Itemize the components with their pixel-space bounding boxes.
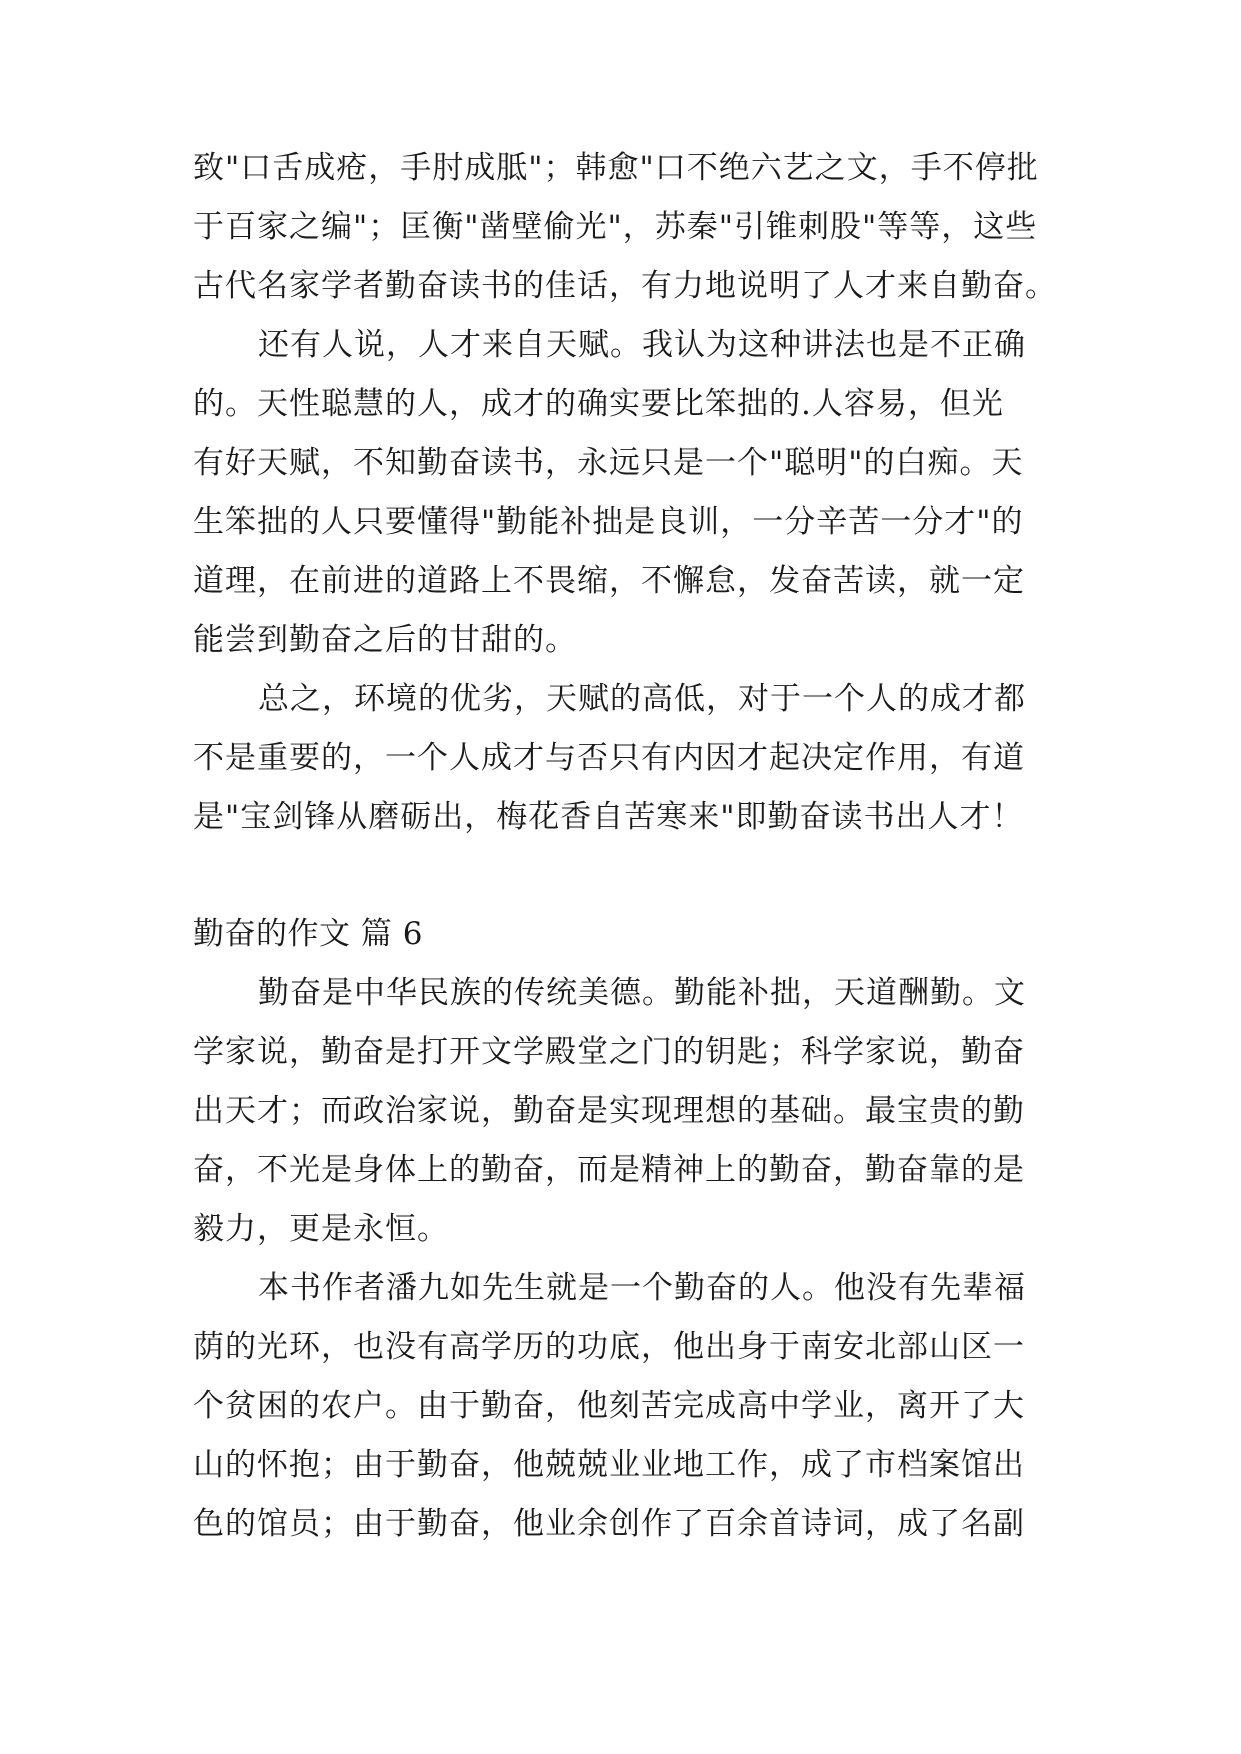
- paragraph-line: 生笨拙的人只要懂得"勤能补拙是良训，一分辛苦一分才"的: [193, 504, 1024, 540]
- section-heading: 勤奋的作文 篇 6: [193, 916, 423, 952]
- paragraph-line: 出天才；而政治家说，勤奋是实现理想的基础。最宝贵的勤: [193, 1093, 1025, 1129]
- paragraph-line: 奋，不光是身体上的勤奋，而是精神上的勤奋，勤奋靠的是: [193, 1152, 1025, 1188]
- paragraph-line: 色的馆员；由于勤奋，他业余创作了百余首诗词，成了名副: [193, 1506, 1025, 1542]
- paragraph-first-line: 总之，环境的优劣，天赋的高低，对于一个人的成才都: [258, 681, 1026, 717]
- paragraph-line: 不是重要的，一个人成才与否只有内因才起决定作用，有道: [193, 740, 1025, 776]
- paragraph-line: 致"口舌成疮，手肘成胝"；韩愈"口不绝六艺之文，手不停批: [193, 150, 1039, 186]
- paragraph-line: 有好天赋，不知勤奋读书，永远只是一个"聪明"的白痴。天: [193, 445, 1024, 481]
- paragraph-first-line: 还有人说，人才来自天赋。我认为这种讲法也是不正确: [258, 327, 1026, 363]
- paragraph-line: 个贫困的农户。由于勤奋，他刻苦完成高中学业，离开了大: [193, 1388, 1025, 1424]
- paragraph-line: 能尝到勤奋之后的甘甜的。: [193, 622, 577, 658]
- paragraph-line: 山的怀抱；由于勤奋，他兢兢业业地工作，成了市档案馆出: [193, 1447, 1025, 1483]
- paragraph-line: 毅力，更是永恒。: [193, 1211, 449, 1247]
- paragraph-line: 是"宝剑锋从磨砺出，梅花香自苦寒来"即勤奋读书出人才！: [193, 799, 1024, 835]
- paragraph-line: 荫的光环，也没有高学历的功底，他出身于南安北部山区一: [193, 1329, 1025, 1365]
- paragraph-line: 的。天性聪慧的人，成才的确实要比笨拙的.人容易，但光: [193, 386, 1004, 422]
- paragraph-first-line: 本书作者潘九如先生就是一个勤奋的人。他没有先辈福: [258, 1270, 1026, 1306]
- paragraph-line: 道理，在前进的道路上不畏缩，不懈怠，发奋苦读，就一定: [193, 563, 1025, 599]
- paragraph-line: 于百家之编"；匡衡"凿壁偷光"，苏秦"引锥刺股"等等，这些: [193, 209, 1038, 245]
- paragraph-first-line: 勤奋是中华民族的传统美德。勤能补拙，天道酬勤。文: [258, 975, 1026, 1011]
- paragraph-line: 学家说，勤奋是打开文学殿堂之门的钥匙；科学家说，勤奋: [193, 1034, 1025, 1070]
- paragraph-line: 古代名家学者勤奋读书的佳话，有力地说明了人才来自勤奋。: [193, 268, 1057, 304]
